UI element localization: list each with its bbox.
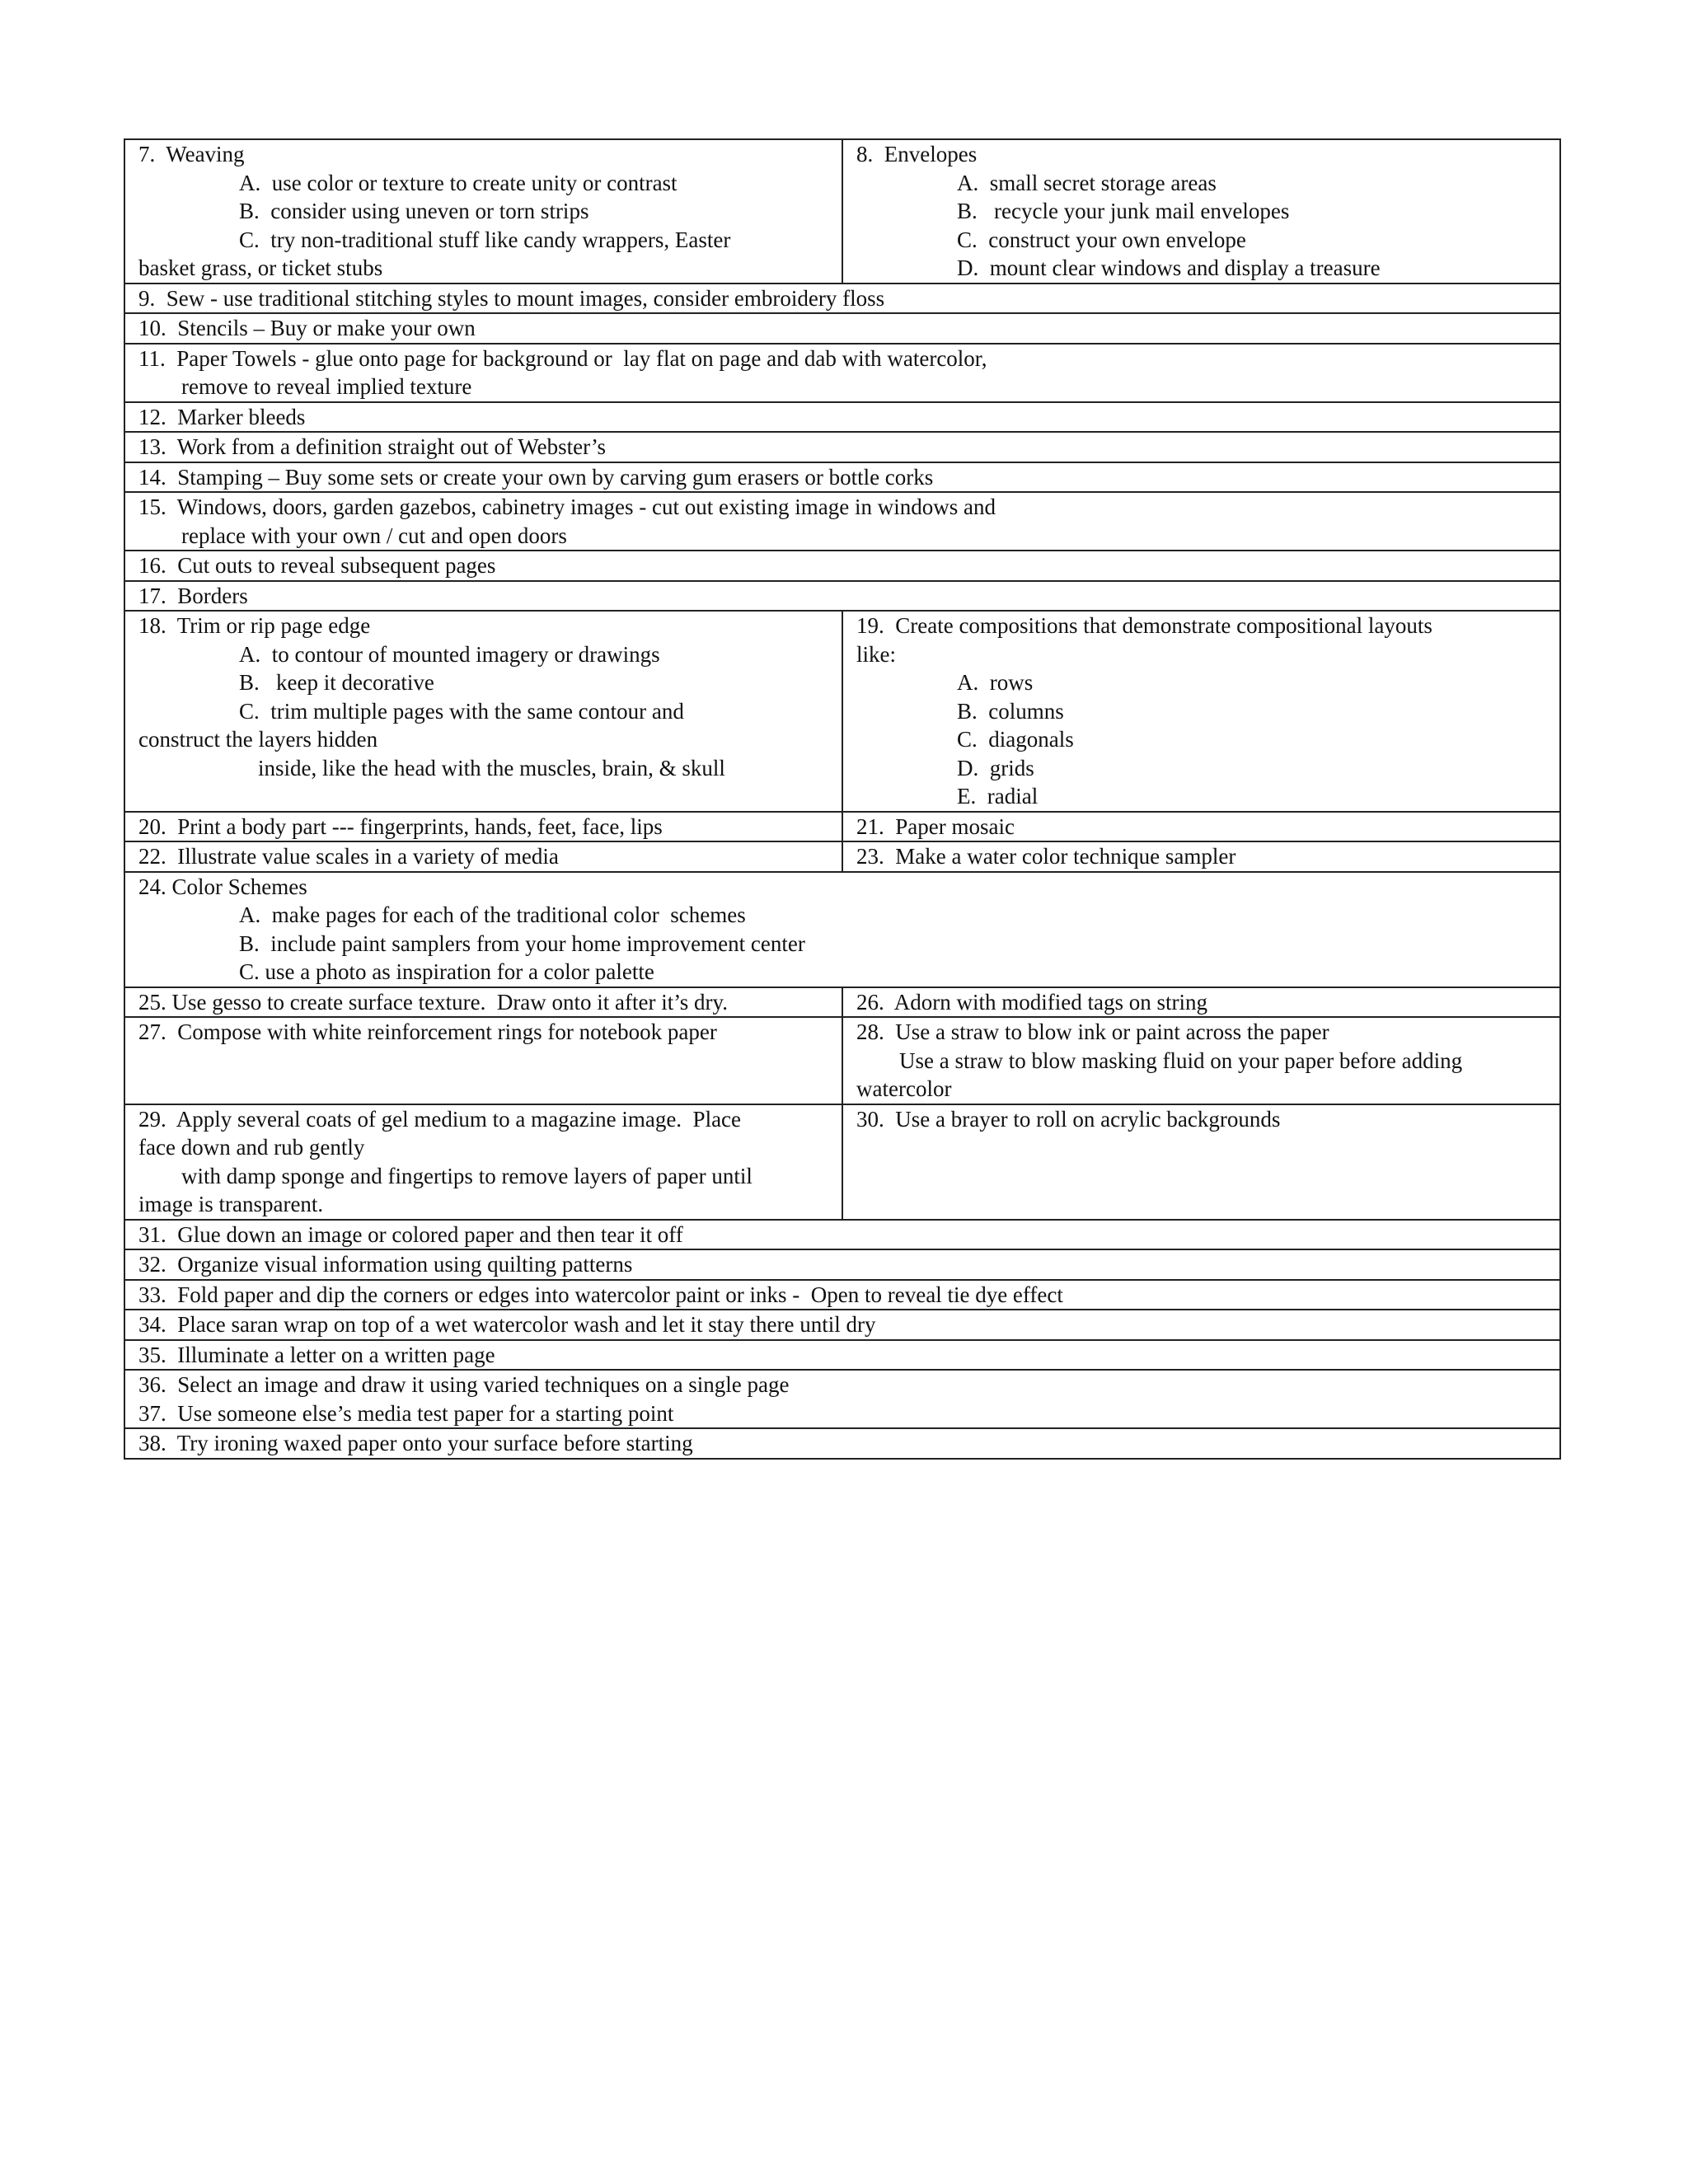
ideas-table-body bbox=[124, 139, 1560, 1459]
list-item-line: 28. Use a straw to blow ink or paint across the paper bbox=[856, 1019, 1329, 1044]
table-cell bbox=[842, 139, 1560, 284]
table-cell bbox=[124, 1249, 1560, 1280]
table-row bbox=[124, 1428, 1560, 1459]
list-item-line: remove to reveal implied texture bbox=[181, 374, 472, 399]
table-row bbox=[124, 402, 1560, 433]
table-cell bbox=[124, 402, 1560, 433]
table-cell bbox=[842, 1017, 1560, 1104]
table-cell bbox=[124, 462, 1560, 493]
list-item-line: 26. Adorn with modified tags on string bbox=[856, 989, 1207, 1015]
table-cell bbox=[842, 611, 1560, 812]
list-item-line: C. construct your own envelope bbox=[957, 227, 1246, 252]
list-item-line: 27. Compose with white reinforcement rings for notebook paper bbox=[138, 1019, 717, 1044]
list-item-line: 20. Print a body part --- fingerprints, hands, feet, face, lips bbox=[138, 813, 663, 839]
table-cell bbox=[124, 872, 1560, 987]
list-item-line: 34. Place saran wrap on top of a wet watercolor wash and let it stay there until dry bbox=[138, 1312, 876, 1337]
list-item-line: B. recycle your junk mail envelopes bbox=[957, 199, 1290, 223]
table-cell bbox=[842, 987, 1560, 1018]
list-item-line: 12. Marker bleeds bbox=[138, 404, 306, 429]
list-item-line: C. try non-traditional stuff like candy wrappers, Easter bbox=[239, 227, 731, 252]
table-cell bbox=[842, 841, 1560, 872]
list-item-line: A. use color or texture to create unity or contrast bbox=[239, 170, 678, 195]
list-item-line: construct the layers hidden bbox=[138, 727, 378, 752]
list-item-line: 38. Try ironing waxed paper onto your surface before starting bbox=[138, 1431, 693, 1455]
table-cell bbox=[842, 1104, 1560, 1220]
list-item-line: face down and rub gently bbox=[138, 1135, 365, 1160]
table-cell bbox=[124, 812, 842, 842]
table-row bbox=[124, 872, 1560, 987]
list-item-line: with damp sponge and fingertips to remove layers of paper until bbox=[181, 1163, 753, 1188]
list-item-line: 15. Windows, doors, garden gazebos, cabinetry images - cut out existing image in windows and bbox=[138, 494, 996, 519]
table-row bbox=[124, 1017, 1560, 1104]
list-item-line: 7. Weaving bbox=[138, 142, 245, 166]
list-item-line: C. use a photo as inspiration for a color palette bbox=[239, 959, 654, 984]
table-cell bbox=[124, 1310, 1560, 1340]
list-item-line: B. columns bbox=[957, 698, 1064, 724]
list-item-line: C. diagonals bbox=[957, 727, 1074, 752]
list-item-line: 24. Color Schemes bbox=[138, 874, 307, 899]
list-item-line: replace with your own / cut and open doors bbox=[181, 523, 567, 548]
table-row bbox=[124, 611, 1560, 812]
list-item-line: A. rows bbox=[957, 670, 1034, 695]
list-item-line: inside, like the head with the muscles, brain, & skull bbox=[258, 755, 725, 780]
table-cell bbox=[124, 492, 1560, 551]
table-cell bbox=[124, 313, 1560, 344]
list-item-line: 11. Paper Towels - glue onto page for background or lay flat on page and dab with watercolor, bbox=[138, 345, 987, 371]
table-cell bbox=[124, 581, 1560, 612]
table-row bbox=[124, 1220, 1560, 1250]
ideas-table bbox=[124, 138, 1561, 1460]
table-cell bbox=[124, 1340, 1560, 1371]
list-item-line: B. consider using uneven or torn strips bbox=[239, 199, 589, 223]
list-item-line: 35. Illuminate a letter on a written page bbox=[138, 1342, 495, 1367]
table-cell bbox=[124, 284, 1560, 314]
table-row bbox=[124, 551, 1560, 581]
table-cell bbox=[124, 987, 842, 1018]
table-row bbox=[124, 1310, 1560, 1340]
list-item-line: A. to contour of mounted imagery or drawings bbox=[239, 641, 660, 667]
list-item-line: B. keep it decorative bbox=[239, 670, 434, 695]
table-row bbox=[124, 492, 1560, 551]
list-item-line: 10. Stencils – Buy or make your own bbox=[138, 316, 476, 340]
list-item-line: 19. Create compositions that demonstrate compositional layouts bbox=[856, 613, 1432, 638]
table-row bbox=[124, 1340, 1560, 1371]
list-item-line: like: bbox=[856, 641, 896, 667]
table-row bbox=[124, 581, 1560, 612]
table-cell bbox=[124, 139, 842, 284]
list-item-line: 30. Use a brayer to roll on acrylic backgrounds bbox=[856, 1106, 1281, 1132]
table-cell bbox=[124, 611, 842, 812]
list-item-line: C. trim multiple pages with the same contour and bbox=[239, 698, 684, 724]
table-row bbox=[124, 1104, 1560, 1220]
list-item-line: Use a straw to blow masking fluid on your paper before adding bbox=[899, 1047, 1463, 1073]
table-cell bbox=[124, 1017, 842, 1104]
list-item-line: B. include paint samplers from your home improvement center bbox=[239, 930, 805, 956]
list-item-line: 16. Cut outs to reveal subsequent pages bbox=[138, 553, 496, 578]
list-item-line: A. make pages for each of the traditional color schemes bbox=[239, 902, 746, 927]
list-item-line: 36. Select an image and draw it using varied techniques on a single page bbox=[138, 1372, 790, 1397]
list-item-line: 31. Glue down an image or colored paper and then tear it off bbox=[138, 1221, 683, 1247]
list-item-line: basket grass, or ticket stubs bbox=[138, 255, 383, 280]
list-item-line: E. radial bbox=[957, 784, 1039, 808]
table-row bbox=[124, 1249, 1560, 1280]
list-item-line: D. mount clear windows and display a treasure bbox=[957, 255, 1381, 280]
table-row bbox=[124, 841, 1560, 872]
list-item-line: 25. Use gesso to create surface texture. Draw onto it after it’s dry. bbox=[138, 989, 728, 1015]
list-item-line: 8. Envelopes bbox=[856, 142, 978, 166]
table-row bbox=[124, 344, 1560, 402]
table-cell bbox=[124, 1280, 1560, 1310]
list-item-line: 37. Use someone else’s media test paper for a starting point bbox=[138, 1400, 674, 1426]
table-cell bbox=[842, 812, 1560, 842]
table-cell bbox=[124, 841, 842, 872]
list-item-line: watercolor bbox=[856, 1076, 952, 1101]
table-row bbox=[124, 1370, 1560, 1428]
list-item-line: 21. Paper mosaic bbox=[856, 813, 1015, 839]
table-cell bbox=[124, 1104, 842, 1220]
list-item-line: image is transparent. bbox=[138, 1192, 324, 1216]
list-item-line: 22. Illustrate value scales in a variety of media bbox=[138, 844, 559, 869]
table-row bbox=[124, 462, 1560, 493]
list-item-line: 18. Trim or rip page edge bbox=[138, 613, 371, 638]
table-row bbox=[124, 987, 1560, 1018]
list-item-line: 29. Apply several coats of gel medium to a magazine image. Place bbox=[138, 1106, 742, 1132]
table-row bbox=[124, 1280, 1560, 1310]
list-item-line: D. grids bbox=[957, 755, 1034, 780]
table-row bbox=[124, 284, 1560, 314]
table-cell bbox=[124, 344, 1560, 402]
table-row bbox=[124, 432, 1560, 462]
list-item-line: 33. Fold paper and dip the corners or edges into watercolor paint or inks - Open to reveal tie dye effect bbox=[138, 1282, 1063, 1307]
list-item-line: 23. Make a water color technique sampler bbox=[856, 844, 1236, 869]
table-cell bbox=[124, 1370, 1560, 1428]
table-cell bbox=[124, 1428, 1560, 1459]
list-item-line: 32. Organize visual information using quilting patterns bbox=[138, 1252, 633, 1277]
table-row bbox=[124, 139, 1560, 284]
list-item-line: 14. Stamping – Buy some sets or create your own by carving gum erasers or bottle corks bbox=[138, 464, 934, 490]
list-item-line: 13. Work from a definition straight out of Webster’s bbox=[138, 434, 607, 459]
table-row bbox=[124, 313, 1560, 344]
table-cell bbox=[124, 432, 1560, 462]
list-item-line: 17. Borders bbox=[138, 583, 248, 608]
table-row bbox=[124, 812, 1560, 842]
list-item-line: 9. Sew - use traditional stitching styles to mount images, consider embroidery floss bbox=[138, 285, 885, 311]
list-item-line: A. small secret storage areas bbox=[957, 170, 1217, 195]
table-cell bbox=[124, 551, 1560, 581]
table-cell bbox=[124, 1220, 1560, 1250]
